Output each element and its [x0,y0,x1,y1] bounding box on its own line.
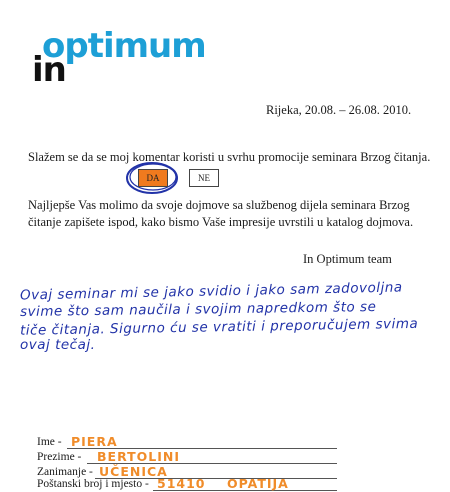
logo-in: in [32,50,66,90]
consent-text: Slažem se da se moj komentar koristi u svrhu promocije seminara Brzog čitanja. [28,150,431,164]
comment-line: Ovaj seminar mi se jako svidio i jako sam zadovoljna [19,279,403,304]
name-label: Ime - [37,436,62,448]
name-field[interactable] [37,434,118,450]
surname-field[interactable] [37,449,181,465]
comment-line: tiče čitanja. Sigurno ću se vratiti i preporučujem svima [19,315,419,339]
logo-optimum: optimum [42,26,206,66]
surname-label: Prezime - [37,451,82,463]
date-location: Rijeka, 20.08. – 26.08. 2010. [266,103,412,117]
occupation-value: UČENICA [99,464,168,479]
postal-field[interactable] [37,476,289,492]
no-checkbox[interactable]: NE [189,169,219,187]
place-value: OPATIJA [227,476,289,491]
yes-checkbox[interactable]: DA [138,169,168,187]
handwritten-comment [19,279,450,354]
logo [32,18,232,90]
signature: In Optimum team [303,252,392,266]
name-value: PIERA [71,434,118,449]
request-text: Najljepše Vas molimo da svoje dojmove sa službenog dijela seminara Brzog čitanje zapišete ispod, kako bismo Vaše impresije uvrstili u katalog dojmova. [28,198,414,229]
postal-value: 51410 [157,476,206,491]
surname-value: BERTOLINI [97,449,181,464]
postal-label: Poštanski broj i mjesto - [37,478,149,490]
comment-line: ovaj tečaj. [20,337,96,353]
comment-line: svime što sam naučila i svojim napredkom što se [19,299,377,321]
occupation-label: Zanimanje - [37,466,93,478]
